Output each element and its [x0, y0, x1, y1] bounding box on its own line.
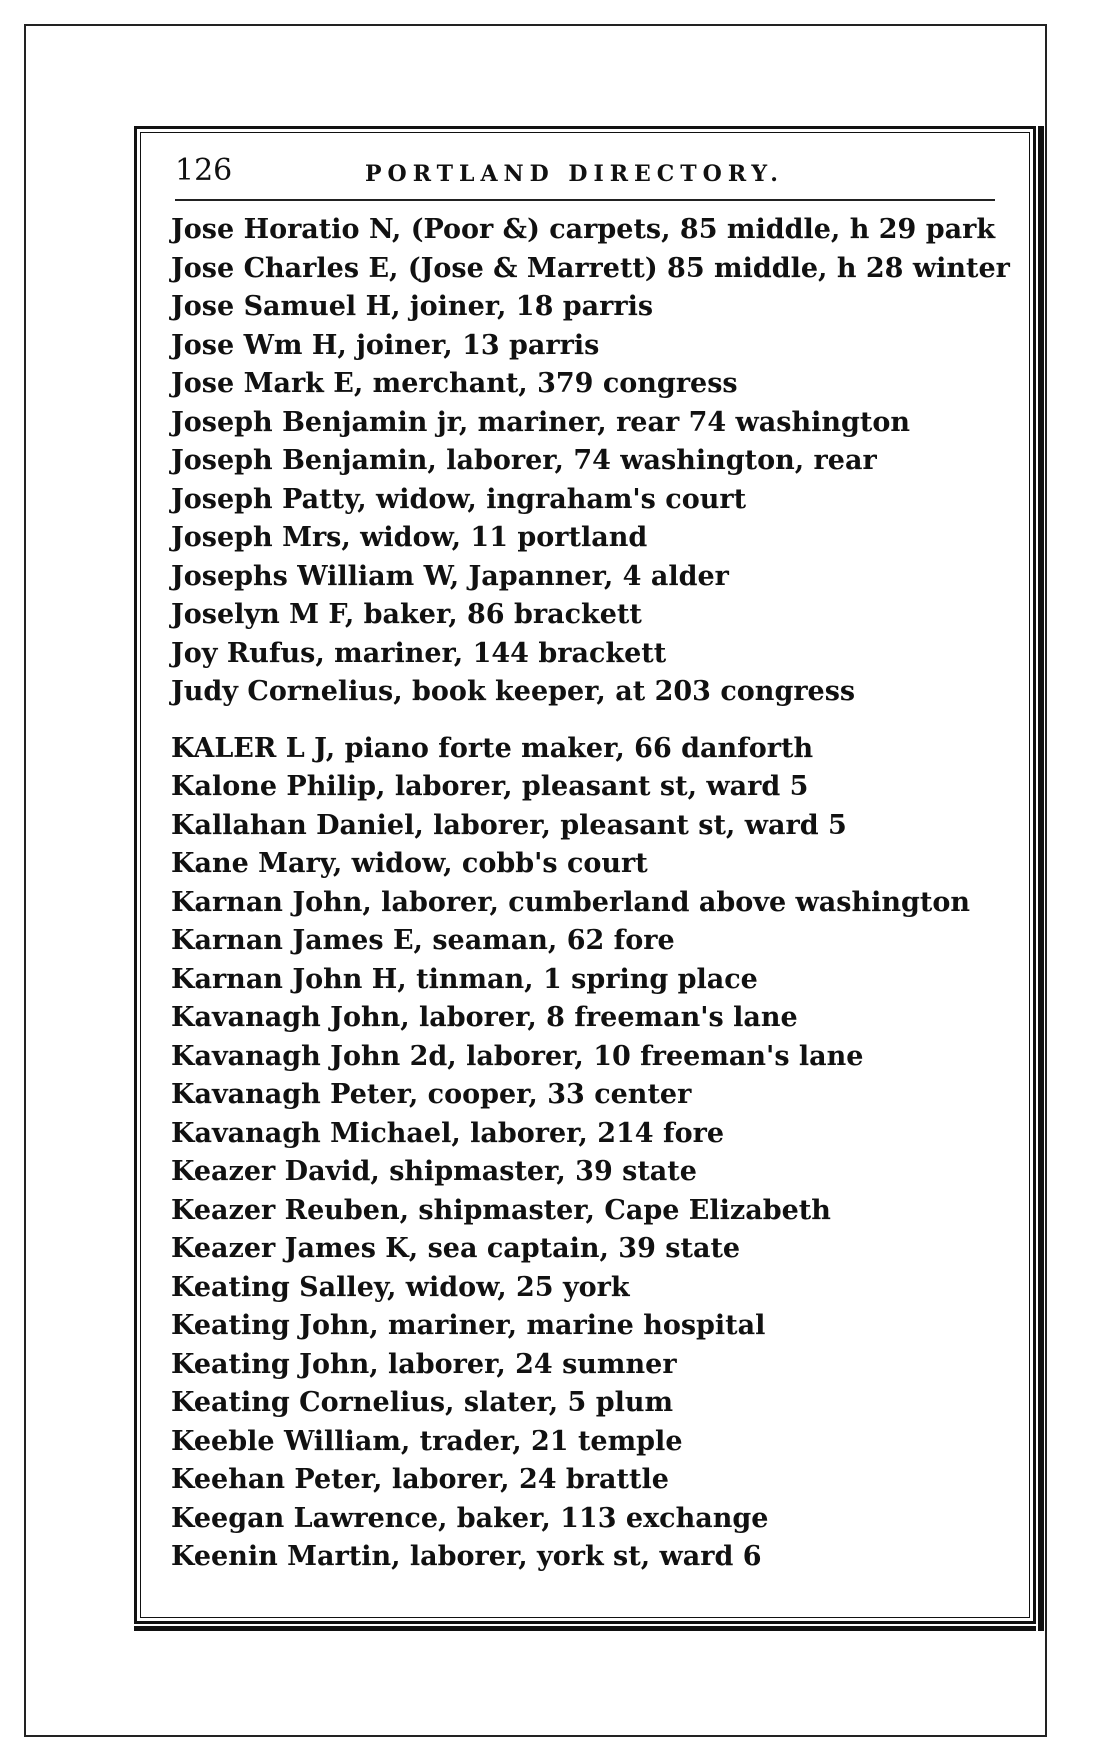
directory-entry: Kane Mary, widow, cobb's court: [171, 848, 648, 879]
directory-entry: Keazer James K, sea captain, 39 state: [171, 1233, 741, 1264]
directory-entry: Jose Horatio N, (Poor &) carpets, 85 middle, h 29 park: [171, 214, 996, 245]
directory-entry: Keating Salley, widow, 25 york: [171, 1271, 630, 1303]
directory-entry: Keehan Peter, laborer, 24 brattle: [171, 1464, 669, 1495]
directory-entry: Josephs William W, Japanner, 4 alder: [171, 560, 729, 592]
directory-entry: Keating John, mariner, marine hospital: [171, 1310, 766, 1341]
directory-entry: Karnan John, laborer, cumberland above washington: [171, 886, 970, 918]
directory-entry: Keazer Reuben, shipmaster, Cape Elizabeth: [171, 1194, 831, 1226]
page-number: 126: [175, 153, 233, 188]
directory-entry: Kavanagh Michael, laborer, 214 fore: [171, 1117, 725, 1149]
directory-entry: Jose Wm H, joiner, 13 parris: [171, 329, 600, 361]
running-title: PORTLAND DIRECTORY.: [365, 161, 784, 187]
directory-entry: Keeble William, trader, 21 temple: [171, 1425, 683, 1457]
directory-entry: Joseph Patty, widow, ingraham's court: [171, 483, 747, 515]
directory-entry: Keegan Lawrence, baker, 113 exchange: [171, 1502, 769, 1534]
directory-entry: Kavanagh John, laborer, 8 freeman's lane: [171, 1002, 798, 1033]
directory-entry: Keazer David, shipmaster, 39 state: [171, 1156, 697, 1187]
directory-entry: Karnan James E, seaman, 62 fore: [171, 925, 675, 956]
directory-entry: Joy Rufus, mariner, 144 brackett: [171, 637, 667, 669]
directory-entry: Joseph Benjamin jr, mariner, rear 74 washington: [171, 406, 911, 438]
directory-entry: Keenin Martin, laborer, york st, ward 6: [171, 1541, 762, 1572]
page-header: [175, 153, 995, 201]
section-gap: [171, 712, 991, 730]
directory-entry: Judy Cornelius, book keeper, at 203 congress: [171, 676, 856, 707]
directory-page-frame: [134, 126, 1036, 1624]
directory-entry: Kalone Philip, laborer, pleasant st, ward 5: [171, 771, 809, 802]
directory-entry: Karnan John H, tinman, 1 spring place: [171, 963, 758, 995]
directory-entry: Keating Cornelius, slater, 5 plum: [171, 1387, 674, 1418]
directory-entry: Joseph Mrs, widow, 11 portland: [171, 522, 648, 553]
directory-entry: Keating John, laborer, 24 sumner: [171, 1348, 677, 1380]
directory-entry: KALER L J, piano forte maker, 66 danforth: [171, 732, 814, 764]
directory-entry: Kavanagh John 2d, laborer, 10 freeman's lane: [171, 1040, 864, 1072]
directory-entry: Kallahan Daniel, laborer, pleasant st, ward 5: [171, 809, 847, 841]
directory-entries: [171, 211, 1010, 1577]
directory-entry: Jose Charles E, (Jose & Marrett) 85 middle, h 28 winter: [171, 252, 1010, 284]
directory-entry: Joseph Benjamin, laborer, 74 washington, rear: [171, 445, 877, 476]
directory-entry: Kavanagh Peter, cooper, 33 center: [171, 1079, 692, 1110]
directory-entry: Jose Samuel H, joiner, 18 parris: [171, 291, 654, 322]
directory-entry: Jose Mark E, merchant, 379 congress: [171, 368, 738, 399]
directory-entry: Joselyn M F, baker, 86 brackett: [171, 599, 642, 630]
